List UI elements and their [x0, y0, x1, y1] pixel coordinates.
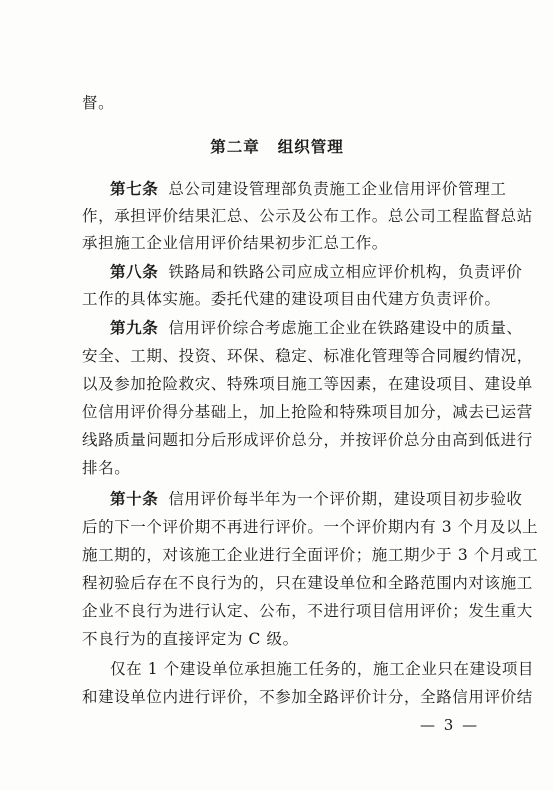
article-10-first-line: [110, 489, 523, 509]
article-7-line: 作，承担评价结果汇总、公示及公布工作。总公司工程监督总站: [82, 207, 533, 225]
article-9-line: 以及参加抢险救灾、特殊项目施工等因素，在建设项目、建设单: [82, 375, 533, 393]
article-10-line: 不良行为的直接评定为 C 级。: [82, 630, 299, 648]
chapter-number: 第二章: [210, 137, 260, 156]
article-10-line: 后的下一个评价期不再进行评价。一个评价期内有 3 个月及以上: [82, 518, 539, 536]
chapter-heading: [0, 135, 554, 157]
article-9-line: 线路质量问题扣分后形成评价总分，并按评价总分由高到低进行: [82, 431, 533, 449]
article-8-line: 工作的具体实施。委托代建的建设项目由代建方负责评价。: [82, 290, 501, 308]
chapter-title: 组织管理: [277, 137, 344, 156]
article-10-label: 第十条: [110, 489, 159, 508]
article-9-line: 安全、工期、投资、环保、稳定、标准化管理等合同履约情况，: [82, 347, 533, 365]
article-9-line: 排名。: [82, 459, 131, 477]
article-10-line: 程初验后存在不良行为的，只在建设单位和全路范围内对该施工: [82, 574, 533, 592]
page-number: — 3 —: [420, 716, 480, 734]
article-7-text: 总公司建设管理部负责施工企业信用评价管理工: [168, 180, 507, 198]
article-10-line: 施工期的，对该施工企业进行全面评价；施工期少于 3 个月或工: [82, 546, 539, 564]
article-9-text: 信用评价综合考虑施工企业在铁路建设中的质量、: [168, 319, 523, 337]
article-9-first-line: [110, 318, 523, 338]
article-8-first-line: [110, 262, 523, 282]
paragraph-line: 和建设单位内进行评价，不参加全路评价计分，全路信用评价结: [82, 688, 533, 706]
carryover-line: 督。: [82, 94, 115, 112]
article-8-label: 第八条: [110, 262, 159, 281]
article-7-label: 第七条: [110, 179, 159, 198]
article-10-line: 企业不良行为进行认定、公布，不进行项目信用评价；发生重大: [82, 602, 533, 620]
paragraph-first-line: 仅在 1 个建设单位承担施工任务的，施工企业只在建设项目: [110, 660, 535, 678]
article-8-text: 铁路局和铁路公司应成立相应评价机构，负责评价: [168, 263, 523, 281]
article-7-line: 承担施工企业信用评价结果初步汇总工作。: [82, 234, 388, 252]
article-10-text: 信用评价每半年为一个评价期，建设项目初步验收: [168, 490, 523, 508]
article-9-line: 位信用评价得分基础上，加上抢险和特殊项目加分，减去已运营: [82, 403, 533, 421]
article-9-label: 第九条: [110, 318, 159, 337]
article-7-first-line: [110, 179, 510, 199]
